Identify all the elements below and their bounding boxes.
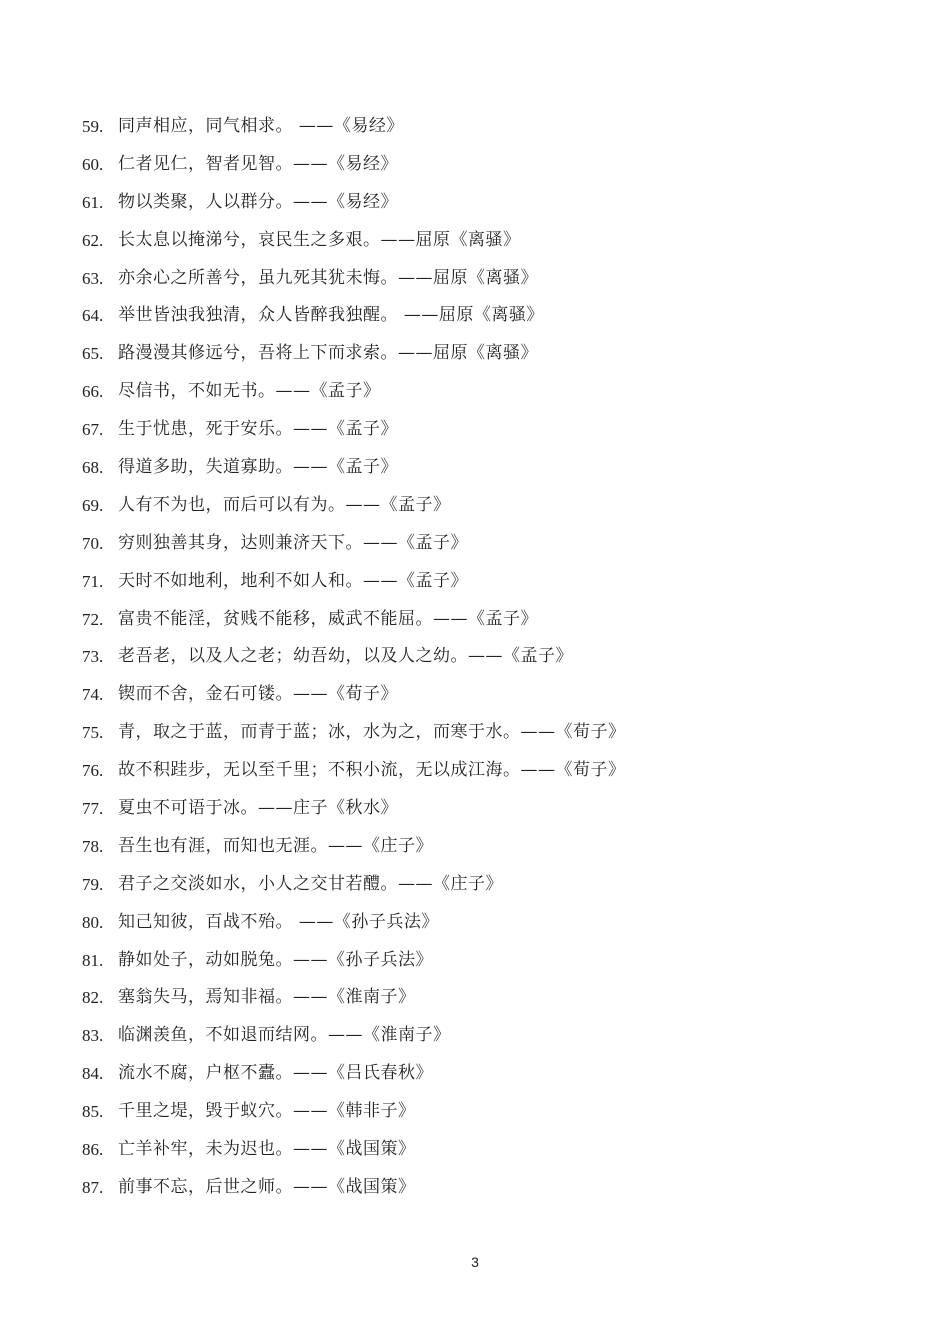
list-item bbox=[82, 676, 902, 714]
quote-text: 锲而不舍，金石可镂。——《荀子》 bbox=[118, 684, 398, 705]
quote-text: 老吾老，以及人之老；幼吾幼，以及人之幼。——《孟子》 bbox=[118, 646, 573, 667]
list-item bbox=[82, 222, 902, 260]
list-item bbox=[82, 411, 902, 449]
quote-number: 62. bbox=[82, 230, 104, 250]
quote-number: 80. bbox=[82, 912, 104, 932]
quote-number: 79. bbox=[82, 874, 104, 894]
quote-number: 77. bbox=[82, 799, 104, 819]
quote-text: 塞翁失马，焉知非福。——《淮南子》 bbox=[118, 987, 416, 1008]
list-item bbox=[82, 1131, 902, 1169]
quote-number: 83. bbox=[82, 1026, 104, 1046]
quote-number: 59. bbox=[82, 117, 104, 136]
list-item bbox=[82, 146, 902, 184]
list-item bbox=[82, 1169, 902, 1207]
quote-text: 得道多助，失道寡助。——《孟子》 bbox=[118, 457, 398, 478]
quote-text: 流水不腐，户枢不蠹。——《吕氏春秋》 bbox=[118, 1063, 433, 1084]
list-item bbox=[82, 942, 902, 980]
quote-number: 64. bbox=[82, 306, 104, 326]
quote-text: 亦余心之所善兮，虽九死其犹未悔。——屈原《离骚》 bbox=[118, 267, 538, 288]
quote-number: 87. bbox=[82, 1177, 104, 1197]
quote-number: 69. bbox=[82, 495, 104, 515]
list-item bbox=[82, 108, 902, 146]
quote-number: 75. bbox=[82, 723, 104, 743]
list-item bbox=[82, 752, 902, 790]
quote-number: 82. bbox=[82, 988, 104, 1008]
quote-number: 85. bbox=[82, 1102, 104, 1122]
quote-text: 吾生也有涯，而知也无涯。——《庄子》 bbox=[118, 835, 433, 856]
list-item bbox=[82, 601, 902, 639]
quote-number: 84. bbox=[82, 1064, 104, 1084]
quote-text: 富贵不能淫，贫贱不能移，威武不能屈。——《孟子》 bbox=[118, 608, 538, 629]
quote-text: 天时不如地利，地利不如人和。——《孟子》 bbox=[118, 570, 468, 591]
list-item bbox=[82, 260, 902, 298]
quote-text: 君子之交淡如水，小人之交甘若醴。——《庄子》 bbox=[118, 873, 503, 894]
page-number: 3 bbox=[471, 1254, 479, 1270]
list-item bbox=[82, 1093, 902, 1131]
quote-number: 67. bbox=[82, 420, 104, 440]
quote-number: 74. bbox=[82, 685, 104, 705]
quote-text: 夏虫不可语于冰。——庄子《秋水》 bbox=[118, 798, 398, 819]
list-item bbox=[82, 335, 902, 373]
list-item bbox=[82, 1017, 902, 1055]
quote-text: 前事不忘，后世之师。——《战国策》 bbox=[118, 1176, 416, 1197]
quote-text: 仁者见仁，智者见智。——《易经》 bbox=[118, 153, 398, 174]
list-item bbox=[82, 297, 902, 335]
quote-text: 同声相应，同气相求。 ——《易经》 bbox=[118, 116, 404, 136]
list-item bbox=[82, 714, 902, 752]
quote-text: 穷则独善其身，达则兼济天下。——《孟子》 bbox=[118, 532, 468, 553]
quote-text: 人有不为也，而后可以有为。——《孟子》 bbox=[118, 494, 451, 515]
quote-number: 76. bbox=[82, 761, 104, 781]
list-item bbox=[82, 184, 902, 222]
quote-number: 71. bbox=[82, 571, 104, 591]
quote-number: 70. bbox=[82, 533, 104, 553]
list-item bbox=[82, 563, 902, 601]
list-item bbox=[82, 904, 902, 942]
list-item bbox=[82, 866, 902, 904]
quote-text: 亡羊补牢，未为迟也。——《战国策》 bbox=[118, 1139, 416, 1160]
quote-number: 73. bbox=[82, 647, 104, 667]
quote-number: 61. bbox=[82, 192, 104, 212]
quote-text: 物以类聚，人以群分。——《易经》 bbox=[118, 191, 398, 212]
quote-text: 长太息以掩涕兮，哀民生之多艰。——屈原《离骚》 bbox=[118, 229, 521, 250]
quote-list bbox=[82, 108, 902, 1207]
quote-text: 静如处子，动如脱兔。——《孙子兵法》 bbox=[118, 949, 433, 970]
quote-number: 86. bbox=[82, 1140, 104, 1160]
list-item bbox=[82, 638, 902, 676]
quote-text: 千里之堤，毁于蚁穴。——《韩非子》 bbox=[118, 1101, 416, 1122]
list-item bbox=[82, 487, 902, 525]
list-item bbox=[82, 373, 902, 411]
quote-number: 72. bbox=[82, 609, 104, 629]
quote-number: 66. bbox=[82, 382, 104, 402]
list-item bbox=[82, 525, 902, 563]
quote-number: 65. bbox=[82, 344, 104, 364]
quote-number: 63. bbox=[82, 268, 104, 288]
quote-number: 78. bbox=[82, 836, 104, 856]
quote-text: 尽信书，不如无书。——《孟子》 bbox=[118, 381, 381, 402]
quote-text: 生于忧患，死于安乐。——《孟子》 bbox=[118, 419, 398, 440]
list-item bbox=[82, 790, 902, 828]
quote-text: 故不积跬步，无以至千里；不积小流，无以成江海。——《荀子》 bbox=[118, 760, 626, 781]
quote-text: 临渊羡鱼，不如退而结网。——《淮南子》 bbox=[118, 1025, 451, 1046]
list-item bbox=[82, 1055, 902, 1093]
list-item bbox=[82, 449, 902, 487]
quote-number: 68. bbox=[82, 458, 104, 478]
quote-text: 路漫漫其修远兮，吾将上下而求索。——屈原《离骚》 bbox=[118, 343, 538, 364]
quote-text: 知己知彼，百战不殆。 ——《孙子兵法》 bbox=[118, 911, 439, 932]
list-item bbox=[82, 979, 902, 1017]
list-item bbox=[82, 828, 902, 866]
quote-number: 60. bbox=[82, 154, 104, 174]
quote-number: 81. bbox=[82, 950, 104, 970]
quote-text: 青，取之于蓝，而青于蓝；冰，水为之，而寒于水。——《荀子》 bbox=[118, 722, 626, 743]
quote-text: 举世皆浊我独清，众人皆醉我独醒。 ——屈原《离骚》 bbox=[118, 305, 544, 326]
